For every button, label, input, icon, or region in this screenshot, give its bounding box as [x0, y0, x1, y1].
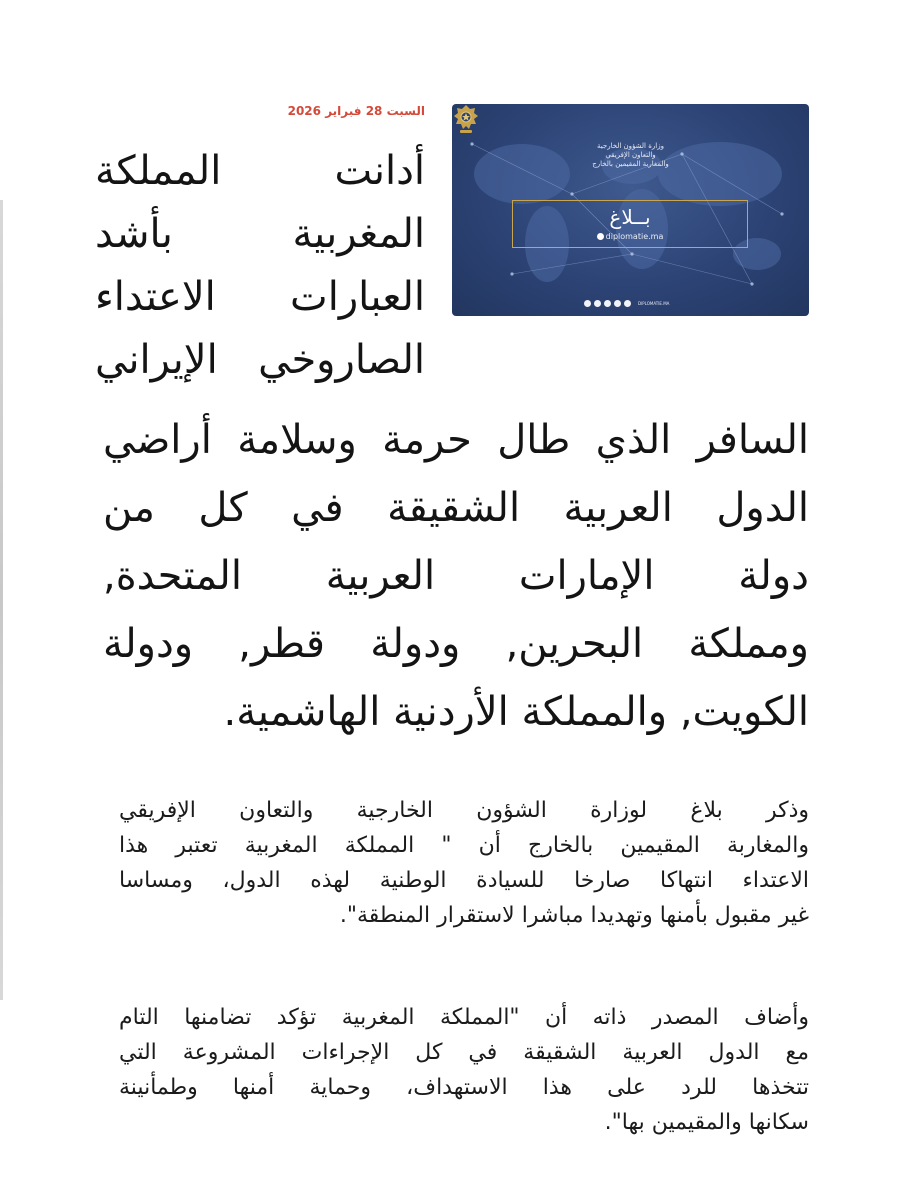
headline-line: الكويت, والمملكة الأردنية الهاشمية.	[223, 689, 809, 735]
moroccan-coat-of-arms-icon	[452, 104, 480, 134]
ministry-line: والمغاربة المقيمين بالخارج	[592, 160, 669, 168]
headline-line: السافر الذي طال حرمة وسلامة أراضي	[103, 417, 809, 463]
statement-label: بــلاغ	[609, 205, 651, 229]
youtube-icon	[604, 300, 611, 307]
social-links	[584, 300, 669, 307]
site-caption	[513, 232, 747, 241]
headline-line: ومملكة البحرين, ودولة قطر, ودولة	[103, 621, 809, 667]
social-handle: DIPLOMATIE.MA	[638, 300, 670, 306]
headline-part-2	[103, 406, 809, 746]
statement-frame	[512, 200, 748, 248]
instagram-icon	[614, 300, 621, 307]
article-date: السبت 28 فبراير 2026	[287, 104, 425, 118]
body-paragraph-1	[119, 793, 809, 933]
paragraph-line: سكانها والمقيمين بها".	[604, 1110, 809, 1135]
facebook-icon	[584, 300, 591, 307]
globe-icon	[597, 233, 604, 240]
headline-line: أدانت المملكة	[95, 148, 425, 194]
headline-line: المغربية بأشد	[95, 211, 425, 257]
headline-line: الصاروخي الإيراني	[95, 337, 425, 383]
linkedin-icon	[624, 300, 631, 307]
paragraph-line: الاعتداء انتهاكا صارخا للسيادة الوطنية لهذه الدول، ومساسا	[119, 868, 809, 893]
paragraph-line: والمغاربة المقيمين بالخارج أن " المملكة المغربية تعتبر هذا	[119, 833, 809, 858]
site-url: diplomatie.ma	[605, 232, 664, 241]
ministry-line: وزارة الشؤون الخارجية	[597, 142, 664, 150]
headline-part-1	[95, 140, 425, 392]
ministry-name	[452, 142, 809, 169]
paragraph-line: غير مقبول بأمنها وتهديدا مباشرا لاستقرار المنطقة".	[339, 903, 809, 928]
x-icon	[594, 300, 601, 307]
paragraph-line: وذكر بلاغ لوزارة الشؤون الخارجية والتعاون الإفريقي	[119, 798, 809, 823]
headline-line: الدول العربية الشقيقة في كل من	[103, 485, 809, 531]
statement-image[interactable]	[452, 104, 809, 316]
headline-line: العبارات الاعتداء	[95, 274, 425, 320]
paragraph-line: وأضاف المصدر ذاته أن "المملكة المغربية تؤكد تضامنها التام	[119, 1005, 809, 1030]
body-paragraph-2	[119, 1000, 809, 1140]
ministry-line: والتعاون الإفريقي	[605, 151, 656, 159]
paragraph-line: مع الدول العربية الشقيقة في كل الإجراءات المشروعة التي	[119, 1040, 809, 1065]
paragraph-line: تتخذها للرد على هذا الاستهداف، وحماية أمنها وطمأنينة	[119, 1075, 809, 1100]
headline-line: دولة الإمارات العربية المتحدة,	[103, 553, 809, 599]
